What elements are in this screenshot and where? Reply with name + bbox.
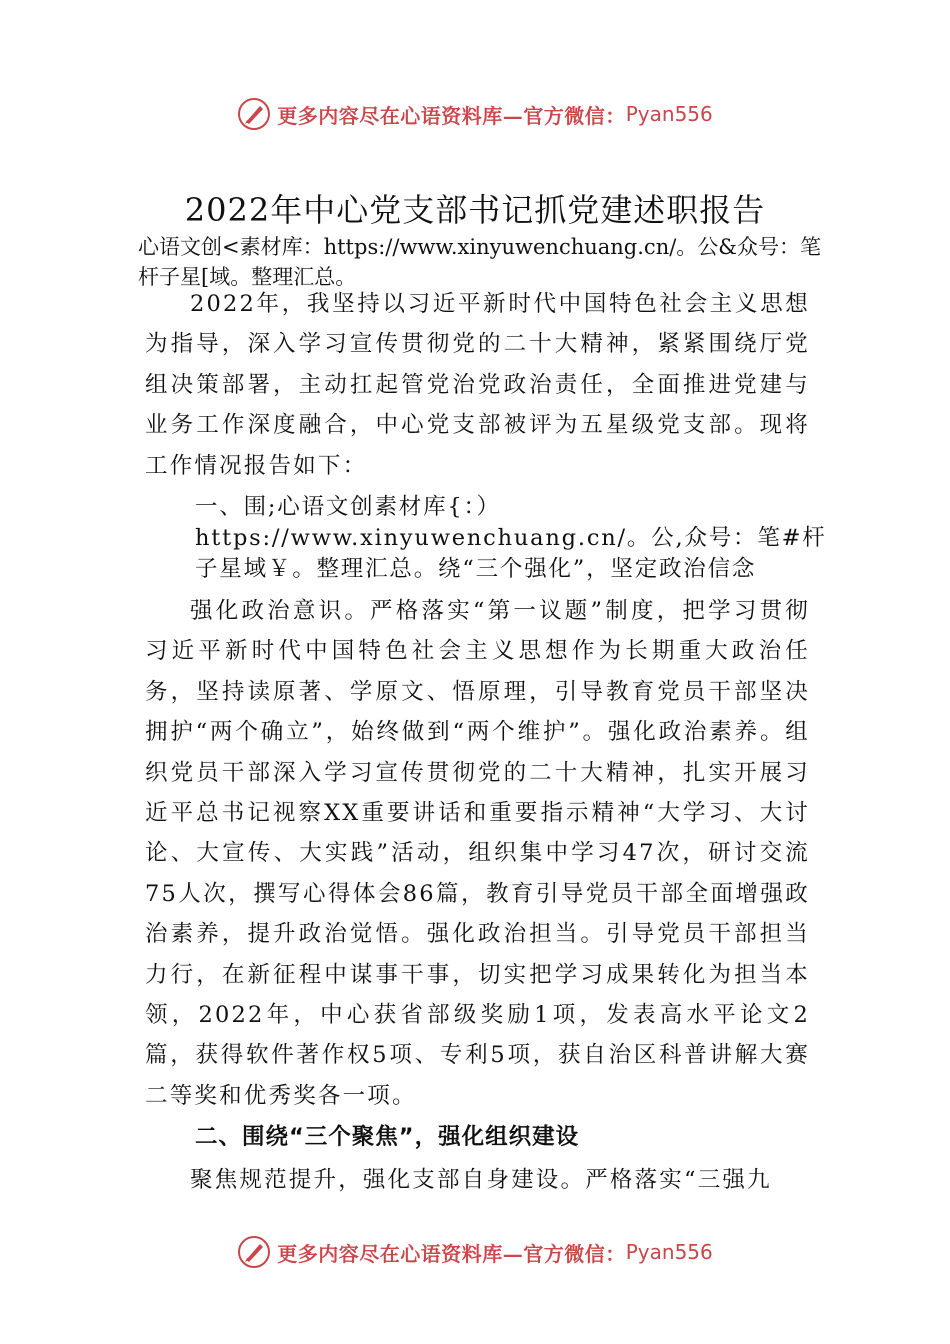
document-title: 2022年中心党支部书记抓党建述职报告 bbox=[184, 191, 766, 229]
quill-pen-icon bbox=[237, 1235, 271, 1269]
section-1-heading: 一、围;心语文创素材库{：）https://www.xinyuwenchuang.cn/。公,众号：笔#杆子星域￥。整理汇总。绕“三个强化”，坚定政治信念 bbox=[195, 494, 827, 582]
banner-wechat-id: Pyan556 bbox=[625, 102, 713, 126]
top-watermark-banner bbox=[0, 94, 950, 134]
banner-text: 更多内容尽在心语资料库—官方微信： bbox=[277, 103, 626, 128]
banner-text: 更多内容尽在心语资料库—官方微信： bbox=[277, 1241, 626, 1266]
source-note: 心语文创<素材库：https://www.xinyuwenchuang.cn/。公&众号：笔杆子星[域。整理汇总。 bbox=[138, 235, 821, 289]
section-1-body: 强化政治意识。严格落实“第一议题”制度，把学习贯彻习近平新时代中国特色社会主义思想作为长期重大政治任务，坚持读原著、学原文、悟原理，引导教育党员干部坚决拥护“两个确立”，始终做到“两个维护”。强化政治素养。组织党员干部深入学习宣传贯彻党的二十大精神，扎实开展习近平总书记视察XX重要讲话和重要指示精神“大学习、大讨论、大宣传、大实践”活动，组织集中学习47次，研讨交流75人次，撰写心得体会86篇，教育引导党员干部全面增强政治素养，提升政治觉悟。强化政治担当。引导党员干部担当力行，在新征程中谋事干事，切实把学习成果转化为担当本领，2022年，中心获省部级奖励1项，发表高水平论文2篇，获得软件著作权5项、专利5项，获自治区科普讲解大赛二等奖和优秀奖各一项。 bbox=[145, 598, 810, 1109]
bottom-watermark-banner bbox=[0, 1232, 950, 1272]
section-2-heading: 二、围绕“三个聚焦”，强化组织建设 bbox=[195, 1124, 580, 1150]
section-2-body: 聚焦规范提升，强化支部自身建设。严格落实“三强九 bbox=[190, 1167, 772, 1193]
banner-wechat-id: Pyan556 bbox=[625, 1240, 713, 1264]
quill-pen-icon bbox=[237, 97, 271, 131]
intro-paragraph: 2022年，我坚持以习近平新时代中国特色社会主义思想为指导，深入学习宣传贯彻党的二十大精神，紧紧围绕厅党组决策部署，主动扛起管党治党政治责任，全面推进党建与业务工作深度融合，中心党支部被评为五星级党支部。现将工作情况报告如下： bbox=[145, 291, 810, 479]
